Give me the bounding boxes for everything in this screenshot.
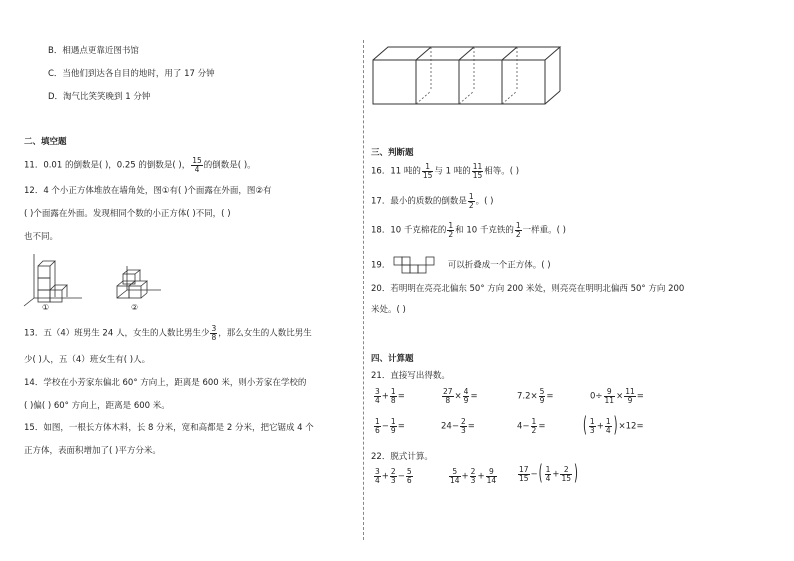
calc-item-7: 4− $\frac{1}{2}$ = (517, 417, 546, 435)
question-15-line1: 15．如图，一根长方体木料，长 8 分米，宽和高都是 2 分米，把它锯成 4 个 (24, 423, 314, 433)
figure-2-label: ② (131, 303, 139, 312)
calc-item-4: 0÷ $\frac{9}{11}$ × $\frac{11}{9}$ = (590, 387, 644, 405)
question-12-line2: ( )个面露在外面。发现相同个数的小正方体( )不同，( ) (24, 209, 231, 219)
option-c: C．当他们到达各自目的地时，用了 17 分钟 (48, 69, 215, 79)
calc-item-6: 24− $\frac{2}{3}$ = (441, 417, 475, 435)
calc-item-2: $\frac{27}{8}$ × $\frac{4}{9}$ = (443, 387, 478, 405)
question-19: 19． 可以折叠成一个正方体。( ) (371, 256, 551, 274)
section-true-false: 三、判断题 (371, 148, 414, 158)
question-18: 18．10 千克棉花的 $\frac{1}{2}$ 和 10 千克铁的 $\frac{1}{2}$ 一样重。( ) (371, 221, 566, 239)
question-16: 16．11 吨的 $\frac{1}{15}$ 与 1 吨的 $\frac{11}{15}$ 相等。( ) (371, 162, 520, 180)
question-15-line2: 正方体，表面积增加了( )平方分米。 (24, 446, 161, 456)
option-b: B．相遇点更靠近图书馆 (48, 46, 139, 56)
question-11: 11．0.01 的倒数是( )，0.25 的倒数是( )， $\frac{15}{4}$ 的倒数是( )。 (24, 156, 256, 174)
cube-net-figure (393, 256, 445, 274)
cuboid-wood-figure (370, 44, 570, 106)
question-12-line1: 12．4 个小正方体堆放在墙角处，图①有( )个面露在外面，图②有 (24, 186, 272, 196)
calc-item-1: $\frac{3}{4}$ + $\frac{1}{8}$ = (375, 387, 405, 405)
section-calculation: 四、计算题 (371, 354, 414, 364)
calc-item-3: 7.2× $\frac{5}{9}$ = (517, 387, 554, 405)
question-12-line3: 也不同。 (24, 232, 59, 242)
question-17: 17．最小的质数的倒数是 $\frac{1}{2}$ 。( ) (371, 192, 494, 210)
question-13-line1: 13．五（4）班男生 24 人，女生的人数比男生少 $\frac{3}{8}$ ，那么女生的人数比男生 (24, 324, 312, 342)
question-21: 21．直接写出得数。 (371, 371, 450, 381)
question-20-line2: 米处。( ) (371, 305, 406, 315)
question-22: 22．脱式计算。 (371, 452, 433, 462)
column-divider (363, 40, 364, 540)
question-14-line1: 14．学校在小芳家东偏北 60° 方向上，距离是 600 米，则小芳家在学校的 (24, 378, 307, 388)
cube-stack-figure-2 (103, 262, 163, 310)
calc-item-8: ( $\frac{1}{3}$ + $\frac{1}{4}$ )×12= (583, 414, 644, 438)
expr-item-2: $\frac{5}{14}$ + $\frac{2}{3}$ + $\frac{9}{14}$ (450, 467, 497, 485)
cube-stack-figure-1 (22, 250, 92, 310)
calc-item-5: $\frac{1}{6}$ − $\frac{1}{9}$ = (375, 417, 405, 435)
figure-1-label: ① (42, 303, 50, 312)
section-fill-blank: 二、填空题 (24, 137, 67, 147)
question-14-line2: ( )偏( ) 60° 方向上，距离是 600 米。 (24, 401, 170, 411)
question-20-line1: 20．若明明在亮亮北偏东 50° 方向 200 米处，则亮亮在明明北偏西 50° 方向 200 (371, 284, 685, 294)
expr-item-1: $\frac{3}{4}$ + $\frac{2}{3}$ − $\frac{5}{6}$ (375, 467, 412, 485)
question-13-line2: 少( )人，五（4）班女生有( )人。 (24, 355, 151, 365)
option-d: D．淘气比笑笑晚到 1 分钟 (48, 92, 151, 102)
expr-item-3: $\frac{17}{15}$ −( $\frac{1}{4}$ + $\frac{2}{15}$ ) (519, 462, 578, 486)
